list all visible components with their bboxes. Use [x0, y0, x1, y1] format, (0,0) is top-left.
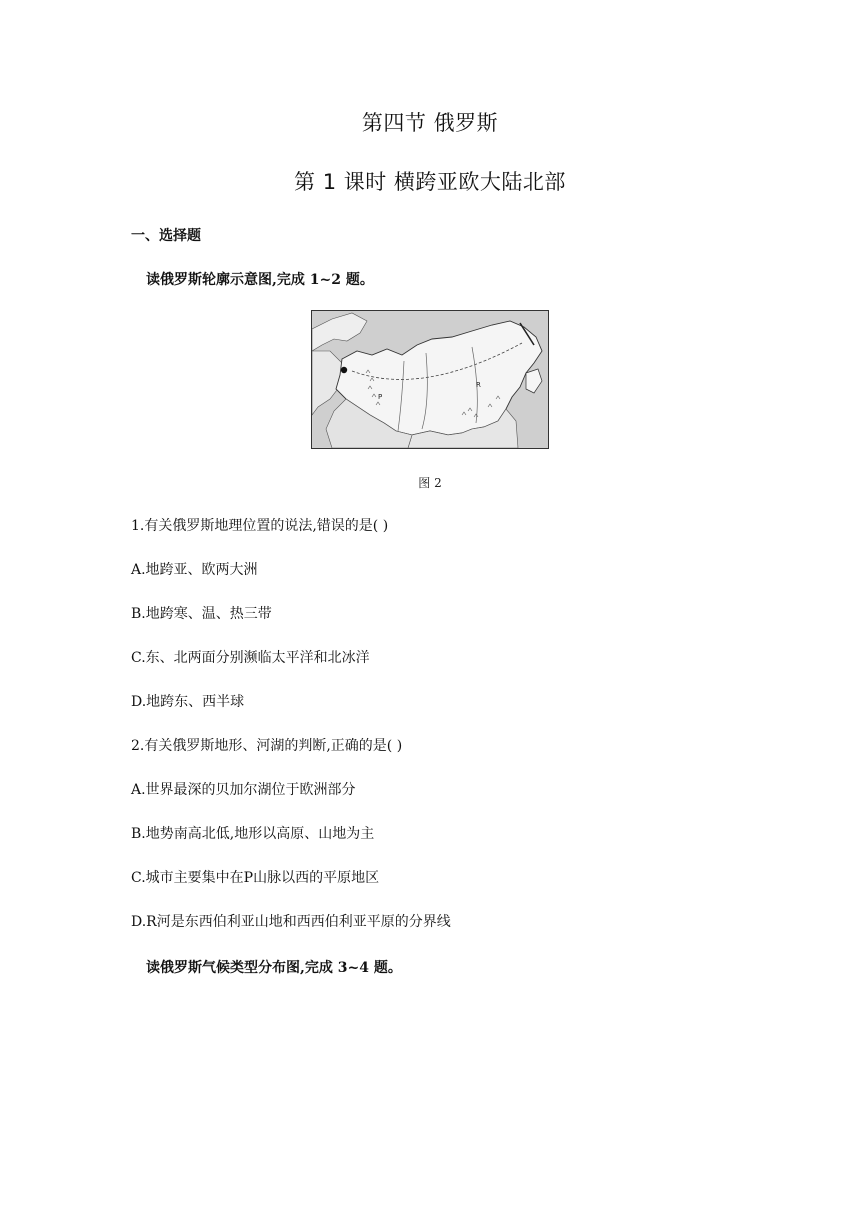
question-2-option-c: C.城市主要集中在P山脉以西的平原地区 — [131, 870, 380, 886]
group2-intro: 读俄罗斯气候类型分布图,完成 3~4 题。 — [146, 960, 402, 976]
map-graphic — [312, 311, 548, 448]
question-1-option-a: A.地跨亚、欧两大洲 — [131, 562, 258, 578]
map-label-r: R — [476, 381, 481, 389]
lesson-title: 第 1 课时 横跨亚欧大陆北部 — [294, 170, 566, 194]
question-1-option-c: C.东、北两面分别濒临太平洋和北冰洋 — [131, 650, 370, 666]
russia-outline-map — [311, 310, 549, 449]
question-2-stem: 2.有关俄罗斯地形、河湖的判断,正确的是( ) — [131, 738, 403, 754]
question-1-option-d: D.地跨东、西半球 — [131, 694, 245, 710]
section-title: 第四节 俄罗斯 — [361, 111, 499, 135]
question-2-option-a: A.世界最深的贝加尔湖位于欧洲部分 — [131, 782, 356, 798]
question-1-option-b: B.地跨寒、温、热三带 — [131, 606, 272, 622]
map-label-p: P — [378, 393, 383, 401]
group1-intro: 读俄罗斯轮廓示意图,完成 1~2 题。 — [146, 272, 374, 288]
part-label: 一、选择题 — [131, 228, 201, 244]
question-2-option-b: B.地势南高北低,地形以高原、山地为主 — [131, 826, 375, 842]
question-2-option-d: D.R河是东西伯利亚山地和西西伯利亚平原的分界线 — [131, 914, 451, 930]
question-1-stem: 1.有关俄罗斯地理位置的说法,错误的是( ) — [131, 518, 389, 534]
figure-caption: 图 2 — [418, 476, 442, 490]
